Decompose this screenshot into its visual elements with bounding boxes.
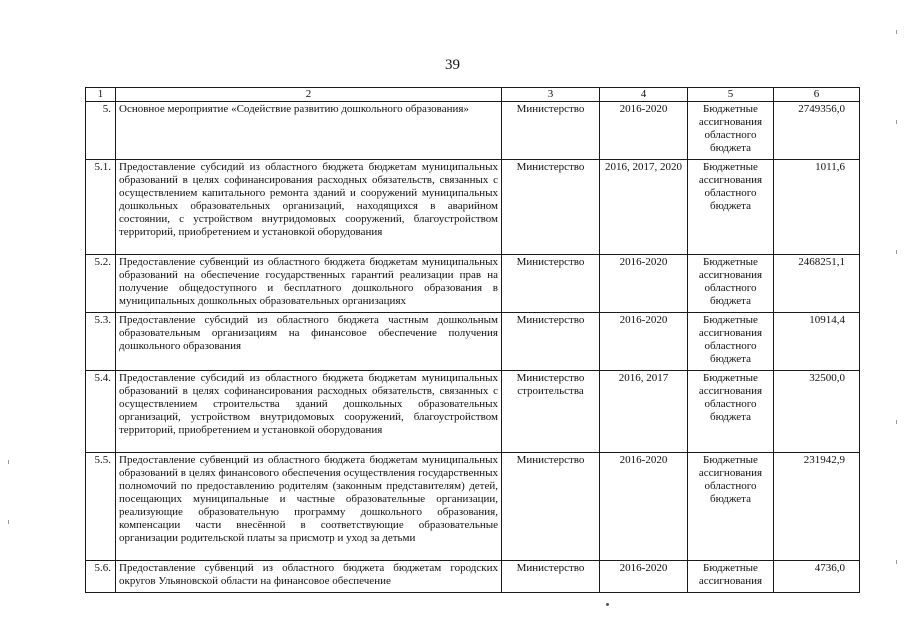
row-number: 5.4.	[86, 371, 116, 453]
row-description: Предоставление субвенций из областного бюджета бюджетам городских округов Ульяновской области на финансовое обеспечение	[116, 561, 502, 593]
table-row	[86, 561, 860, 593]
table-row	[86, 255, 860, 313]
row-description: Основное мероприятие «Содействие развитию дошкольного образования»	[116, 102, 502, 160]
table-row	[86, 313, 860, 371]
row-years: 2016, 2017	[600, 371, 688, 453]
row-executor: Министерство	[502, 453, 600, 561]
scan-edge-mark	[8, 520, 9, 524]
table-row	[86, 160, 860, 255]
row-amount: 2468251,1	[774, 255, 860, 313]
row-source: Бюджетные ассигнования областного бюджета	[688, 160, 774, 255]
header-cell: 2	[116, 88, 502, 102]
header-cell: 4	[600, 88, 688, 102]
row-executor: Министерство	[502, 313, 600, 371]
header-cell: 3	[502, 88, 600, 102]
row-description: Предоставление субвенций из областного бюджета бюджетам муниципальных образований на обеспечение государственных гарантий реализации прав на получение общедоступного и бесплатного дошкольного образования в муниципальных дошкольных образовательных организациях	[116, 255, 502, 313]
row-years: 2016-2020	[600, 102, 688, 160]
row-amount: 10914,4	[774, 313, 860, 371]
row-executor: Министерство	[502, 102, 600, 160]
row-source: Бюджетные ассигнования областного бюджета	[688, 371, 774, 453]
row-amount: 32500,0	[774, 371, 860, 453]
row-executor: Министерство	[502, 561, 600, 593]
row-amount: 4736,0	[774, 561, 860, 593]
scan-edge-mark	[896, 120, 897, 124]
row-number: 5.2.	[86, 255, 116, 313]
row-executor: Министерство	[502, 160, 600, 255]
row-executor: Министерство строительства	[502, 371, 600, 453]
table-row	[86, 102, 860, 160]
scan-speck	[606, 603, 609, 606]
row-description: Предоставление субсидий из областного бюджета частным дошкольным образовательным организациям на финансовое обеспечение получения дошкольного образования	[116, 313, 502, 371]
row-source: Бюджетные ассигнования областного бюджета	[688, 102, 774, 160]
row-executor: Министерство	[502, 255, 600, 313]
row-description: Предоставление субсидий из областного бюджета бюджетам муниципальных образований в целях софинансирования расходных обязательств, связанных с осуществлением капитального ремонта зданий и сооружений муниципальных дошкольных образовательных организаций, находящихся в аварийном состоянии, с устройством внутридомовых сооружений, благоустройством территорий, приобретением и установкой оборудования	[116, 160, 502, 255]
row-description: Предоставление субсидий из областного бюджета бюджетам муниципальных образований в целях софинансирования расходных обязательств, связанных с осуществлением строительства зданий дошкольных образовательных организаций, устройством внутридомовых сооружений, благоустройством территорий, приобретением и установкой оборудования	[116, 371, 502, 453]
row-source: Бюджетные ассигнования областного бюджета	[688, 453, 774, 561]
row-years: 2016, 2017, 2020	[600, 160, 688, 255]
row-number: 5.3.	[86, 313, 116, 371]
row-number: 5.5.	[86, 453, 116, 561]
row-number: 5.	[86, 102, 116, 160]
scan-edge-mark	[8, 460, 9, 464]
row-years: 2016-2020	[600, 453, 688, 561]
table-row	[86, 371, 860, 453]
budget-table	[85, 87, 860, 593]
row-amount: 231942,9	[774, 453, 860, 561]
row-years: 2016-2020	[600, 255, 688, 313]
table-header-row	[86, 88, 860, 102]
scan-edge-mark	[896, 420, 897, 424]
row-description: Предоставление субвенций из областного бюджета бюджетам муниципальных образований в целях финансового обеспечения осуществления государственных полномочий по предоставлению родителям (законным представителям) детей, посещающих муниципальные и частные образовательные организации, реализующие образовательную программу дошкольного образования, компенсации части внесённой в соответствующие образовательные организации родительской платы за присмотр и уход за детьми	[116, 453, 502, 561]
row-number: 5.6.	[86, 561, 116, 593]
row-amount: 1011,6	[774, 160, 860, 255]
row-source: Бюджетные ассигнования областного бюджета	[688, 313, 774, 371]
row-number: 5.1.	[86, 160, 116, 255]
header-cell: 5	[688, 88, 774, 102]
scan-edge-mark	[896, 560, 897, 564]
header-cell: 1	[86, 88, 116, 102]
row-years: 2016-2020	[600, 313, 688, 371]
scan-edge-mark	[896, 30, 897, 34]
row-amount: 2749356,0	[774, 102, 860, 160]
row-source: Бюджетные ассигнования областного бюджета	[688, 255, 774, 313]
scan-edge-mark	[896, 250, 897, 254]
table-row	[86, 453, 860, 561]
row-source: Бюджетные ассигнования	[688, 561, 774, 593]
row-years: 2016-2020	[600, 561, 688, 593]
header-cell: 6	[774, 88, 860, 102]
page-number: 39	[445, 57, 460, 73]
